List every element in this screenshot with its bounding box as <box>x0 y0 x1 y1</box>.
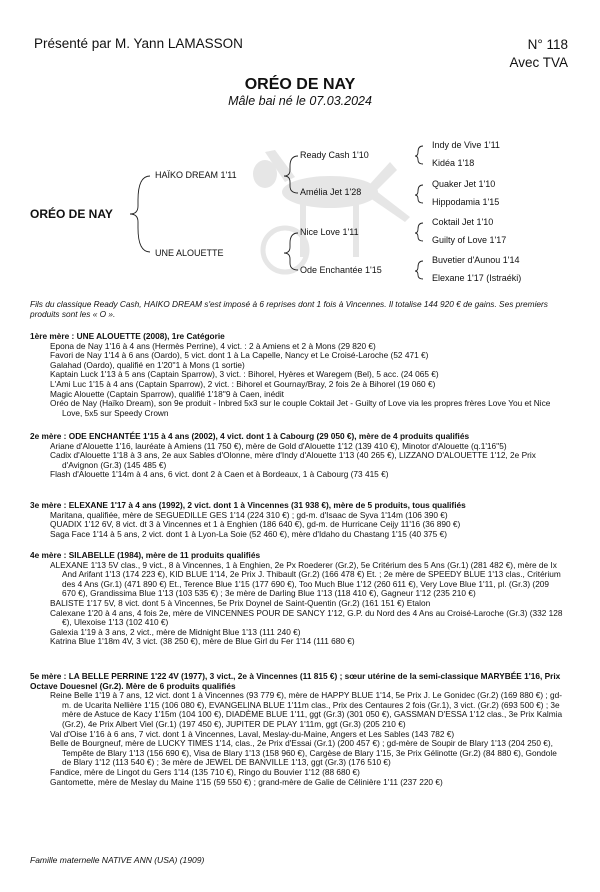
horse-subtitle: Mâle bai né le 07.03.2024 <box>228 94 372 108</box>
sire-intro: Fils du classique Ready Cash, HAIKO DREAM s'est imposé à 6 reprises dont 1 fois à Vincennes. Il totalise 144 920 € de gains. Ses premiers produits sont les « O ». <box>30 299 548 319</box>
pedigree-sire-dam: Amélia Jet 1'28 <box>300 187 362 197</box>
section-2-head: 2e mère : ODE ENCHANTÉE 1'15 à 4 ans (2002), 4 vict. dont 1 à Cabourg (29 050 €), mère de 4 produits qualifiés <box>30 431 470 441</box>
pedigree-dam: UNE ALOUETTE <box>155 248 224 258</box>
horse-name: ORÉO DE NAY <box>244 76 356 93</box>
pedigree-ggp-5: Coktail Jet 1'10 <box>432 217 494 227</box>
pedigree-subject: ORÉO DE NAY <box>30 207 113 221</box>
section-4-line: Katrina Blue 1'18m 4V, 3 vict. (38 250 €), mère de Blue Girl du Fer 1'14 (111 680 €) <box>50 636 355 647</box>
section-5-line: Val d'Oise 1'16 à 6 ans, 7 vict. dont 1 à Vincennes, Laval, Meslay-du-Maine, Angers et Les Sables (143 782 €) <box>50 728 455 739</box>
pedigree-ggp-4: Hippodamia 1'15 <box>432 197 500 207</box>
section-1-line: Oréo de Nay (Haïko Dream), son 9e produit - Inbred 5x3 sur le couple Coktail Jet - Guilty of Love via les propres frères Love You et Nice Love, 5x5 sur Speedy Crown <box>50 398 551 418</box>
section-2 <box>30 432 565 480</box>
pedigree-ggp-3: Quaker Jet 1'10 <box>432 179 496 189</box>
lot-number: N° 118 <box>527 37 568 52</box>
pedigree-ggp-7: Buvetier d'Aunou 1'14 <box>432 255 520 265</box>
pedigree-ggp-8: Elexane 1'17 (Istraéki) <box>432 273 522 283</box>
section-3-line: Saga Face 1'14 à 5 ans, 2 vict. dont 1 à Lyon-La Soie (52 460 €), mère d'Idaho du Chastang 1'15 (40 375 €) <box>50 528 447 539</box>
section-5-line: Fandice, mère de Lingot du Gers 1'14 (135 710 €), Ringo du Bouvier 1'12 (88 680 €) <box>50 766 360 777</box>
pedigree-ggp-6: Guilty of Love 1'17 <box>432 235 507 245</box>
section-2-line: Flash d'Alouette 1'14m à 4 ans, 6 vict. dont 2 à Caen et à Bordeaux, 1 à Cabourg (73 415 €) <box>50 469 389 480</box>
section-5-line: Gantomette, mère de Meslay du Maine 1'15 (59 550 €) ; grand-mère de Galie de Célinière 1'11 (237 220 €) <box>50 776 443 787</box>
section-1-line: Epona de Nay 1'16 à 4 ans (Hermès Perrine), 4 vict. : 2 à Amiens et 2 à Mons (29 820 €) <box>50 340 376 351</box>
section-2-line: Cadix d'Alouette 1'18 à 3 ans, 2e aux Sables d'Olonne, mère d'Indy d'Alouette 1'13 (40 265 €), LIZZANO D'ALOUETTE 1'12, 2e Prix d'Avignon (Gr.3) (145 485 €) <box>50 450 536 470</box>
pedigree-ggp-1: Indy de Vive 1'11 <box>432 140 500 150</box>
section-4-line: Calexane 1'20 à 4 ans, 4 fois 2e, mère de VINCENNES POUR DE SANCY 1'12, G.P. du Nord des 4 Ans au Croisé-Laroche (Gr.3) (332 128 €), Ulexoise 1'13 (102 410 €) <box>50 607 563 628</box>
section-3-line: Maritana, qualifiée, mère de SEGUEDILLE GES 1'14 (224 310 €) ; gd-m. d'Isaac de Syva 1'14m (106 390 €) <box>50 509 448 520</box>
section-1-head: 1ère mère : UNE ALOUETTE (2008), 1re Catégorie <box>30 331 225 341</box>
section-4-line: Galexia 1'19 à 3 ans, 2 vict., mère de Midnight Blue 1'13 (111 240 €) <box>50 626 301 637</box>
section-5-line: Reine Belle 1'19 à 7 ans, 12 vict. dont 1 à Vincennes (93 779 €), mère de HAPPY BLUE 1'14, 5e Prix J. Le Gonidec (Gr.2) (169 880 €) ; gd-m. de Ucarita Nellière 1'15 (106 080 €), EVANGELINA BLUE 1'11m clas., Prix des Centaures 2 fois (Gr.1), 3 vict. (Gr.2) (693 500 €) ; 3e mère de Astuce de Kacy 1'15m (104 100 €), DIADÈME BLUE 1'11, ggt (Gr.3) (301 050 €), GASSMAN D'ESSA 1'12 clas., 3e Prix Kalmia (Gr.2), 4e Prix Albert Viel (Gr.1) (197 450 €), JUPITER DE PLAY 1'11m, ggt (Gr.3) (205 210 €) <box>50 690 563 729</box>
section-1-line: L'Ami Luc 1'15 à 4 ans (Captain Sparrow), 2 vict. : Bihorel et Gournay/Bray, 2 fois 2e à Bihorel (19 060 €) <box>50 378 436 389</box>
section-4-line: BALISTE 1'17 5V, 8 vict. dont 5 à Vincennes, 5e Prix Doynel de Saint-Quentin (Gr.2) (161 151 €) Etalon <box>50 597 431 608</box>
section-1-line: Favori de Nay 1'14 à 6 ans (Oardo), 5 vict. dont 1 à La Capelle, Nancy et Le Croisé-Laroche (52 471 €) <box>50 350 429 361</box>
section-1-line: Kaptain Luck 1'13 à 5 ans (Captain Sparrow), 3 vict. : Bihorel, Hyères et Waregem (Bel), 5 acc. (24 065 €) <box>50 369 439 380</box>
pedigree-ggp-2: Kidéa 1'18 <box>432 158 475 168</box>
pedigree-sire-sire: Ready Cash 1'10 <box>300 150 369 160</box>
section-5 <box>30 672 565 787</box>
section-3-line: QUADIX 1'12 6V, 8 vict. dt 3 à Vincennes et 1 à Enghien (186 640 €), gd-m. de Hurricane Ceijy 11'16 (36 890 €) <box>50 519 461 530</box>
section-4-line: ALEXANE 1'13 5V clas., 9 vict., 8 à Vincennes, 1 à Enghien, 2e Px Roederer (Gr.2), 5e Critérium des 5 Ans (Gr.1) (281 482 €), mère de Ix And Arifant 1'13 (174 223 €), KID BLUE 1'14, 2e Prix J. Thibault (Gr.2) (166 478 €) Et. ; 2e mère de SPEEDY BLUE 1'13 clas., Critérium des 4 Ans (Gr.1) (471 890 €) Et., Terence Blue 1'15 (177 690 €), Too Much Blue 1'12 (260 611 €), Very Love Blue 1'11, pl. (Gr.3) (209 670 €), Grandissima Blue 1'13 (103 535 €) ; 3e mère de Darling Blue 1'13 (118 410 €), Gagneur 1'12 (235 210 €) <box>50 559 561 599</box>
section-4 <box>30 551 565 647</box>
tva-label: Avec TVA <box>509 55 568 70</box>
section-1-line: Magic Alouette (Captain Sparrow), qualifié 1'18''9 à Caen, inédit <box>50 388 284 399</box>
section-2-line: Ariane d'Alouette 1'16, lauréate à Amiens (11 750 €), mère de Gold d'Alouette 1'12 (139 410 €), Minotor d'Alouette (q.1'16''5) <box>50 440 507 451</box>
pedigree-dam-dam: Ode Enchantée 1'15 <box>300 265 382 275</box>
pedigree-sire: HAÏKO DREAM 1'11 <box>155 170 237 180</box>
section-1 <box>30 332 565 418</box>
section-1-line: Galahad (Oardo), qualifié en 1'20''1 à Mons (1 sortie) <box>50 359 245 370</box>
pedigree-dam-sire: Nice Love 1'11 <box>300 227 359 237</box>
section-5-line: Belle de Bourgneuf, mère de LUCKY TIMES 1'14, clas., 2e Prix d'Essai (Gr.1) (200 457 €) ; gd-mère de Soupir de Blary 1'13 (204 250 €), Tempête de Blary 1'13 (156 690 €), Visa de Blary 1'13 (158 960 €), Cargèse de Blary 1'15, 3e Prix Gélinotte (Gr.2) (84 880 €), Gondole de Blary 1'12 (113 540 €) ; 3e mère de JEWEL DE BANVILLE 1'13, ggt (Gr.3) (176 510 €) <box>50 738 557 768</box>
section-3 <box>30 501 565 539</box>
section-4-head: 4e mère : SILABELLE (1984), mère de 11 produits qualifiés <box>30 550 261 560</box>
section-3-head: 3e mère : ELEXANE 1'17 à 4 ans (1992), 2 vict. dont 1 à Vincennes (31 938 €), mère de 5 produits, tous qualifiés <box>30 500 466 510</box>
maternal-family: Famille maternelle NATIVE ANN (USA) (1909) <box>30 855 205 865</box>
section-5-head: 5e mère : LA BELLE PERRINE 1'22 4V (1977), 3 vict., 2e à Vincennes (11 815 €) ; sœur utérine de la semi-classique MARYBÉE 1'16, Prix Octave Douesnel (Gr.2). Mère de 6 produits qualifiés <box>30 671 561 691</box>
presenter: Présenté par M. Yann LAMASSON <box>34 36 243 51</box>
